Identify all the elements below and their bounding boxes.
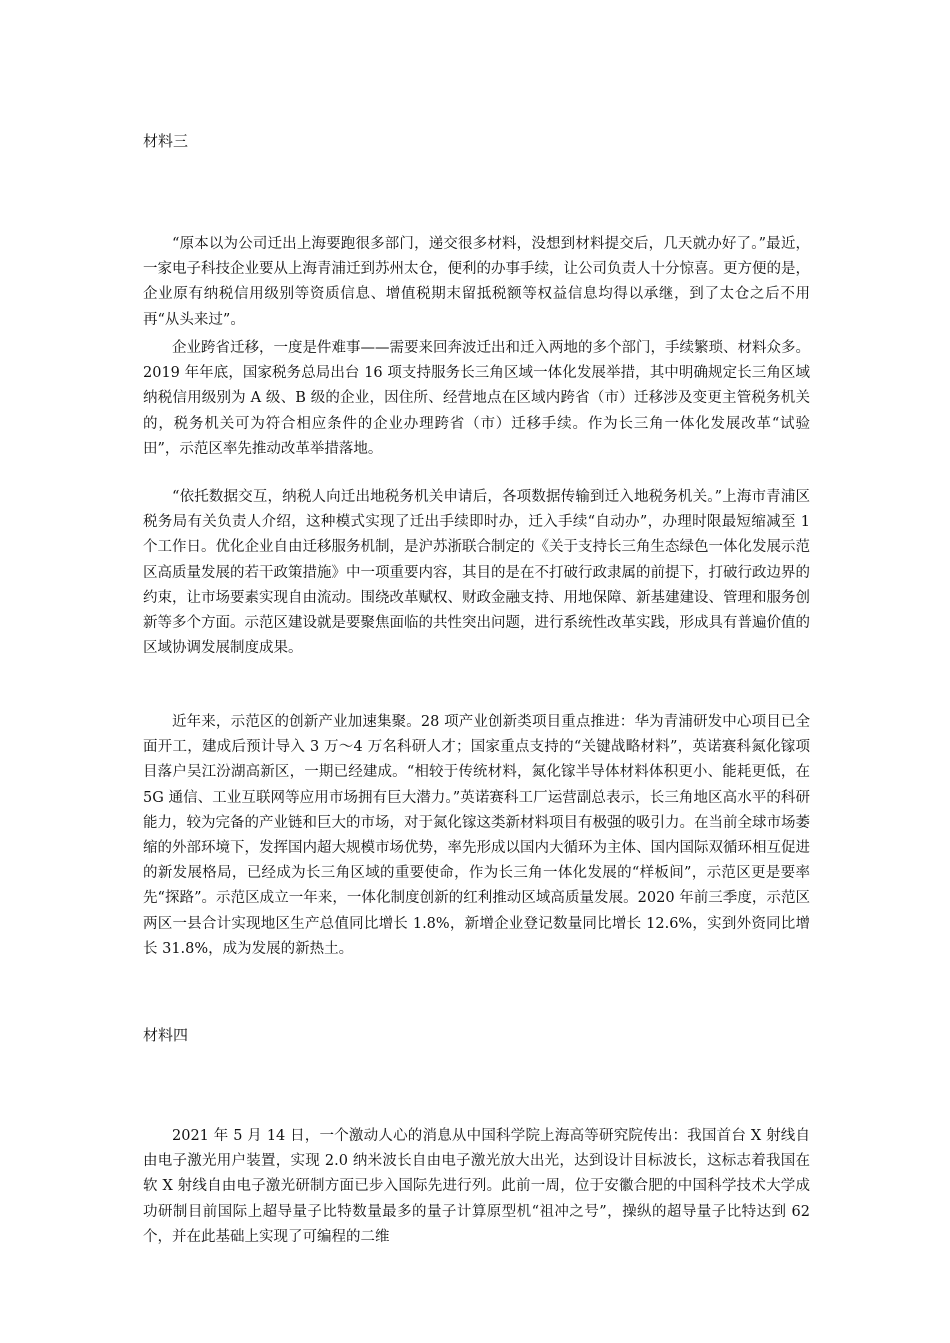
paragraph-3: “依托数据交互，纳税人向迁出地税务机关申请后，各项数据传输到迁入地税务机关。”上海市青浦区税务局有关负责人介绍，这种模式实现了迁出手续即时办，迁入手续“自动办”，办理时限最短缩减至 1 个工作日。优化企业自由迁移服务机制，是沪苏浙联合制定的《关于支持长三角生态绿色一体化发展示范区高质量发展的若干政策措施》中一项重要内容，其目的是在不打破行政隶属的前提下，打破行政边界的约束，让市场要素实现自由流动。围绕改革赋权、财政金融支持、用地保障、新基建建设、管理和服务创新等多个方面。示范区建设就是要聚焦面临的共性突出问题，进行系统性改革实践，形成具有普遍价值的区域协调发展制度成果。 (143, 489, 810, 657)
paragraph-5: 2021 年 5 月 14 日，一个激动人心的消息从中国科学院上海高等研究院传出：我国首台 X 射线自由电子激光用户装置，实现 2.0 纳米波长自由电子激光放大出光，达到设计目标波长，这标志着我国在软 X 射线自由电子激光研制方面已步入国际先进行列。此前一周，位于安徽合肥的中国科学技术大学成功研制目前国际上超导量子比特数量最多的量子计算原型机“祖冲之号”，操纵的超导量子比特达到 62 个，并在此基础上实现了可编程的二维 (143, 1128, 810, 1245)
section-heading-material-4: 材料四 (143, 1026, 189, 1044)
paragraph-1: “原本以为公司迁出上海要跑很多部门，递交很多材料，没想到材料提交后，几天就办好了。”最近，一家电子科技企业要从上海青浦迁到苏州太仓，便利的办事手续，让公司负责人十分惊喜。更方便的是，企业原有纳税信用级别等资质信息、增值税期末留抵税额等权益信息均得以承继，到了太仓之后不用再“从头来过”。 (143, 236, 810, 328)
section-heading-material-3: 材料三 (143, 132, 189, 150)
paragraph-4: 近年来，示范区的创新产业加速集聚。28 项产业创新类项目重点推进：华为青浦研发中心项目已全面开工，建成后预计导入 3 万～4 万名科研人才；国家重点支持的“关键战略材料”，英诺赛科氮化镓项目落户吴江汾湖高新区，一期已经建成。“相较于传统材料，氮化镓半导体材料体积更小、能耗更低，在 5G 通信、工业互联网等应用市场拥有巨大潜力。”英诺赛科工厂运营副总表示，长三角地区高水平的科研能力，较为完备的产业链和巨大的市场，对于氮化镓这类新材料项目有极强的吸引力。在当前全球市场萎缩的外部环境下，发挥国内超大规模市场优势，率先形成以国内大循环为主体、国内国际双循环相互促进的新发展格局，已经成为长三角区域的重要使命，作为长三角一体化发展的“样板间”，示范区更是要率先“探路”。示范区成立一年来，一体化制度创新的红利推动区域高质量发展。2020 年前三季度，示范区两区一县合计实现地区生产总值同比增长 1.8%，新增企业登记数量同比增长 12.6%，实到外资同比增长 31.8%，成为发展的新热土。 (143, 714, 810, 957)
paragraph-2: 企业跨省迁移，一度是件难事——需要来回奔波迁出和迁入两地的多个部门，手续繁琐、材料众多。2019 年年底，国家税务总局出台 16 项支持服务长三角区域一体化发展举措，其中明确规定长三角区域纳税信用级别为 A 级、B 级的企业，因住所、经营地点在区域内跨省（市）迁移涉及变更主管税务机关的，税务机关可为符合相应条件的企业办理跨省（市）迁移手续。作为长三角一体化发展改革“试验田”，示范区率先推动改革举措落地。 (143, 340, 810, 457)
